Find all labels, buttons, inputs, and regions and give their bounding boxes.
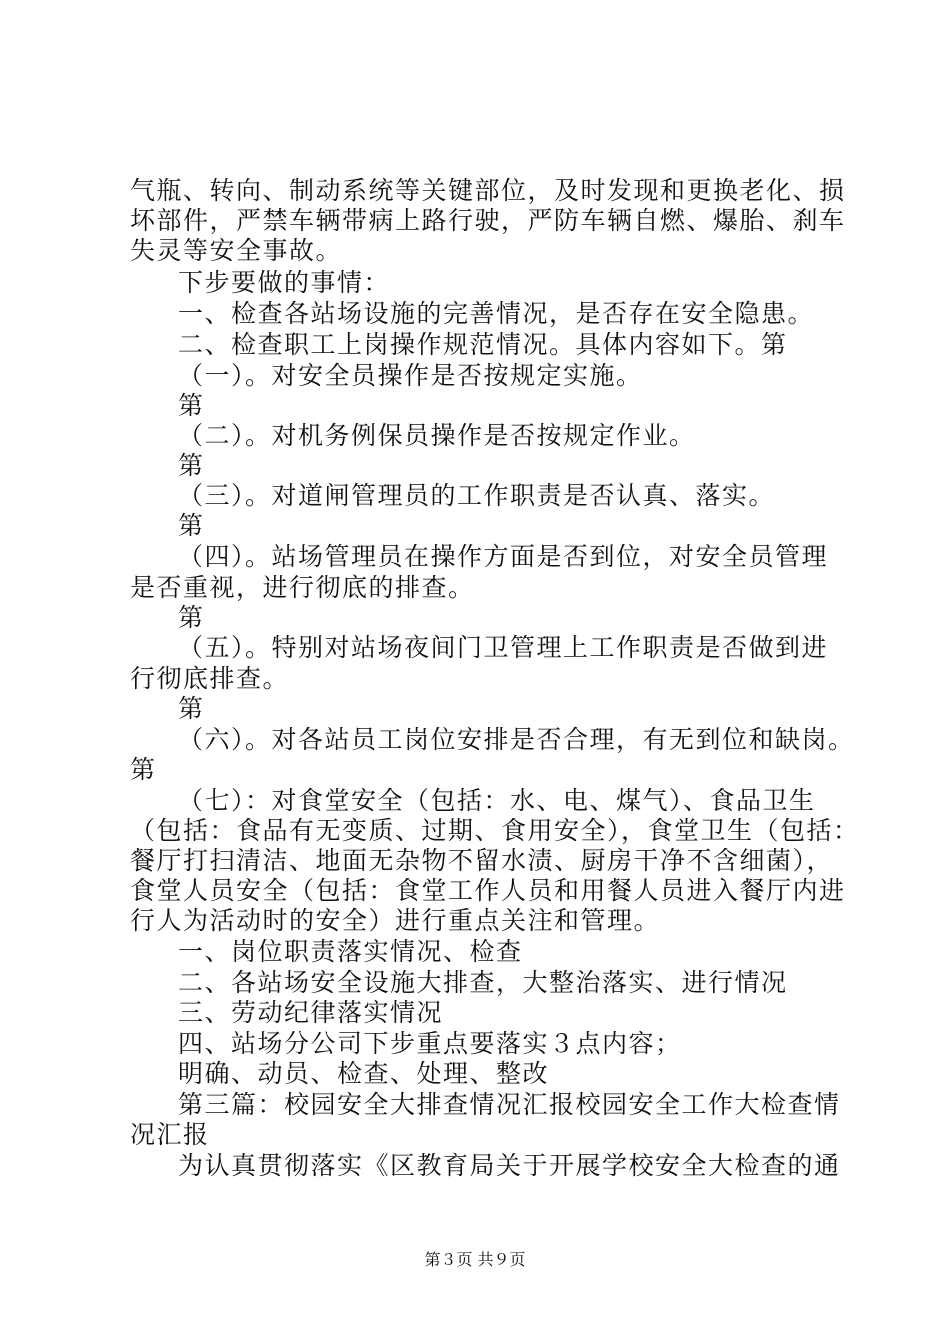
text-line: 一、岗位职责落实情况、检查 xyxy=(178,937,523,966)
text-line: （七）：对食堂安全（包括：水、电、煤气）、食品卫生 xyxy=(178,786,816,815)
section-heading: 第三篇：校园安全大排查情况汇报校园安全工作大检查情 xyxy=(178,1090,841,1119)
text-line: （四）。站场管理员在操作方面是否到位，对安全员管理 xyxy=(178,542,829,571)
text-line: 第 xyxy=(178,694,205,723)
text-line: 第 xyxy=(178,511,205,540)
text-line: 行彻底排查。 xyxy=(130,664,290,693)
section-heading: 况汇报 xyxy=(130,1120,210,1149)
text-line: 一、检查各站场设施的完善情况，是否存在安全隐患。 xyxy=(178,299,815,328)
text-line: 二、检查职工上岗操作规范情况。具体内容如下。第 xyxy=(178,330,788,359)
text-line: 第 xyxy=(130,755,157,784)
text-line: （包括：食品有无变质、过期、食用安全），食堂卫生（包括： xyxy=(130,816,860,845)
text-line: 坏部件，严禁车辆带病上路行驶，严防车辆自燃、爆胎、刹车 xyxy=(130,206,846,235)
text-line: 气瓶、转向、制动系统等关键部位，及时发现和更换老化、损 xyxy=(130,176,846,205)
text-line: 是否重视，进行彻底的排查。 xyxy=(130,573,475,602)
text-line: （一）。对安全员操作是否按规定实施。 xyxy=(178,361,643,390)
text-line: 餐厅打扫清洁、地面无杂物不留水渍、厨房干净不含细菌）， xyxy=(130,846,834,875)
text-line: 第 xyxy=(178,391,205,420)
text-line: 第 xyxy=(178,603,205,632)
text-line: 为认真贯彻落实《区教育局关于开展学校安全大检查的通 xyxy=(178,1151,841,1180)
text-line: （二）。对机务例保员操作是否按规定作业。 xyxy=(178,421,696,450)
text-line: 三、劳动纪律落实情况 xyxy=(178,998,444,1027)
text-line: 二、各站场安全设施大排查，大整治落实、进行情况 xyxy=(178,968,788,997)
page-footer: 第３页 共９页 xyxy=(424,1250,526,1269)
text-line: （三）。对道闸管理员的工作职责是否认真、落实。 xyxy=(178,481,776,510)
text-line: 食堂人员安全（包括：食堂工作人员和用餐人员进入餐厅内进 xyxy=(130,876,846,905)
text-line: 行人为活动时的安全）进行重点关注和管理。 xyxy=(130,906,661,935)
text-line: 失灵等安全事故。 xyxy=(130,236,343,265)
text-line: 明确、动员、检查、处理、整改 xyxy=(178,1059,550,1088)
text-line: （六）。对各站员工岗位安排是否合理，有无到位和缺岗。 xyxy=(178,725,855,754)
text-line: 下步要做的事情： xyxy=(178,268,391,297)
text-line: 四、站场分公司下步重点要落实３点内容； xyxy=(178,1029,682,1058)
text-line: （五）。特别对站场夜间门卫管理上工作职责是否做到进 xyxy=(178,633,829,662)
text-line: 第 xyxy=(178,451,205,480)
